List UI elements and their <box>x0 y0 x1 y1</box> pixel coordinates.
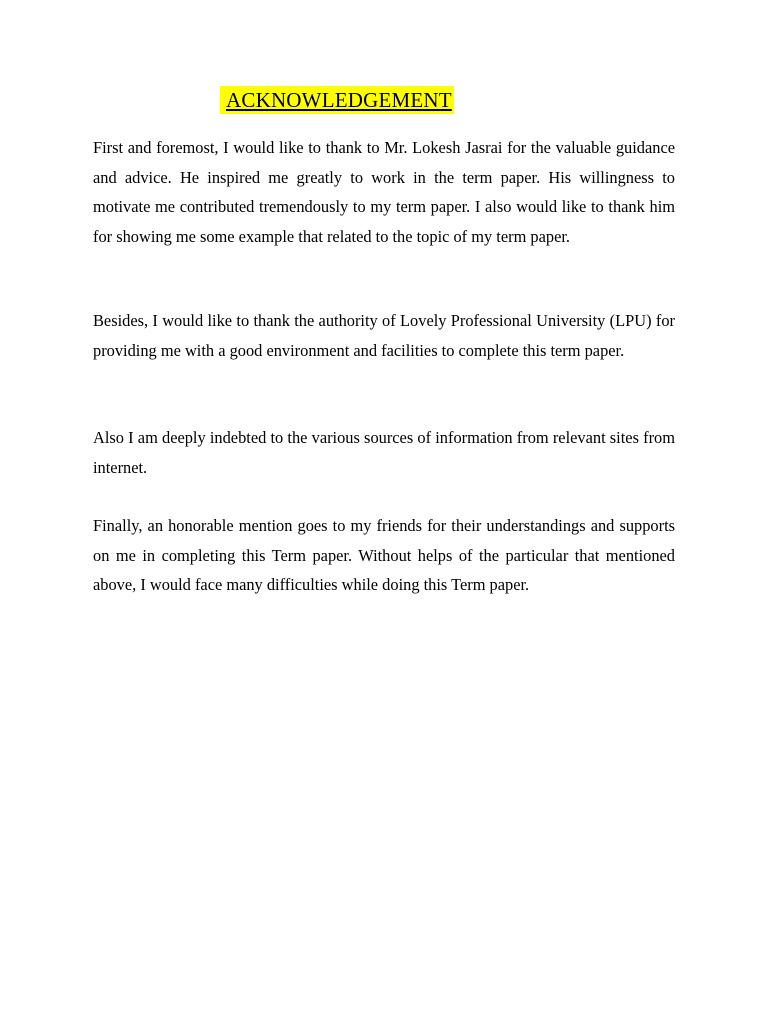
paragraph-1: First and foremost, I would like to thank to Mr. Lokesh Jasrai for the valuable guidance and advice. He inspired me greatly to work in the term paper. His willingness to motivate me contributed tremendously to my term paper. I also would like to thank him for showing me some example that related to the topic of my term paper. <box>93 138 675 246</box>
page-title: ACKNOWLEDGEMENT <box>220 86 454 114</box>
paragraph-2: Besides, I would like to thank the authority of Lovely Professional University (LPU) for providing me with a good environment and facilities to complete this term paper. <box>93 311 675 360</box>
paragraph-3: Also I am deeply indebted to the various sources of information from relevant sites from internet. <box>93 428 675 477</box>
paragraph-4: Finally, an honorable mention goes to my friends for their understandings and supports on me in completing this Term paper. Without helps of the particular that mentioned above, I would face many difficulties while doing this Term paper. <box>93 516 675 594</box>
